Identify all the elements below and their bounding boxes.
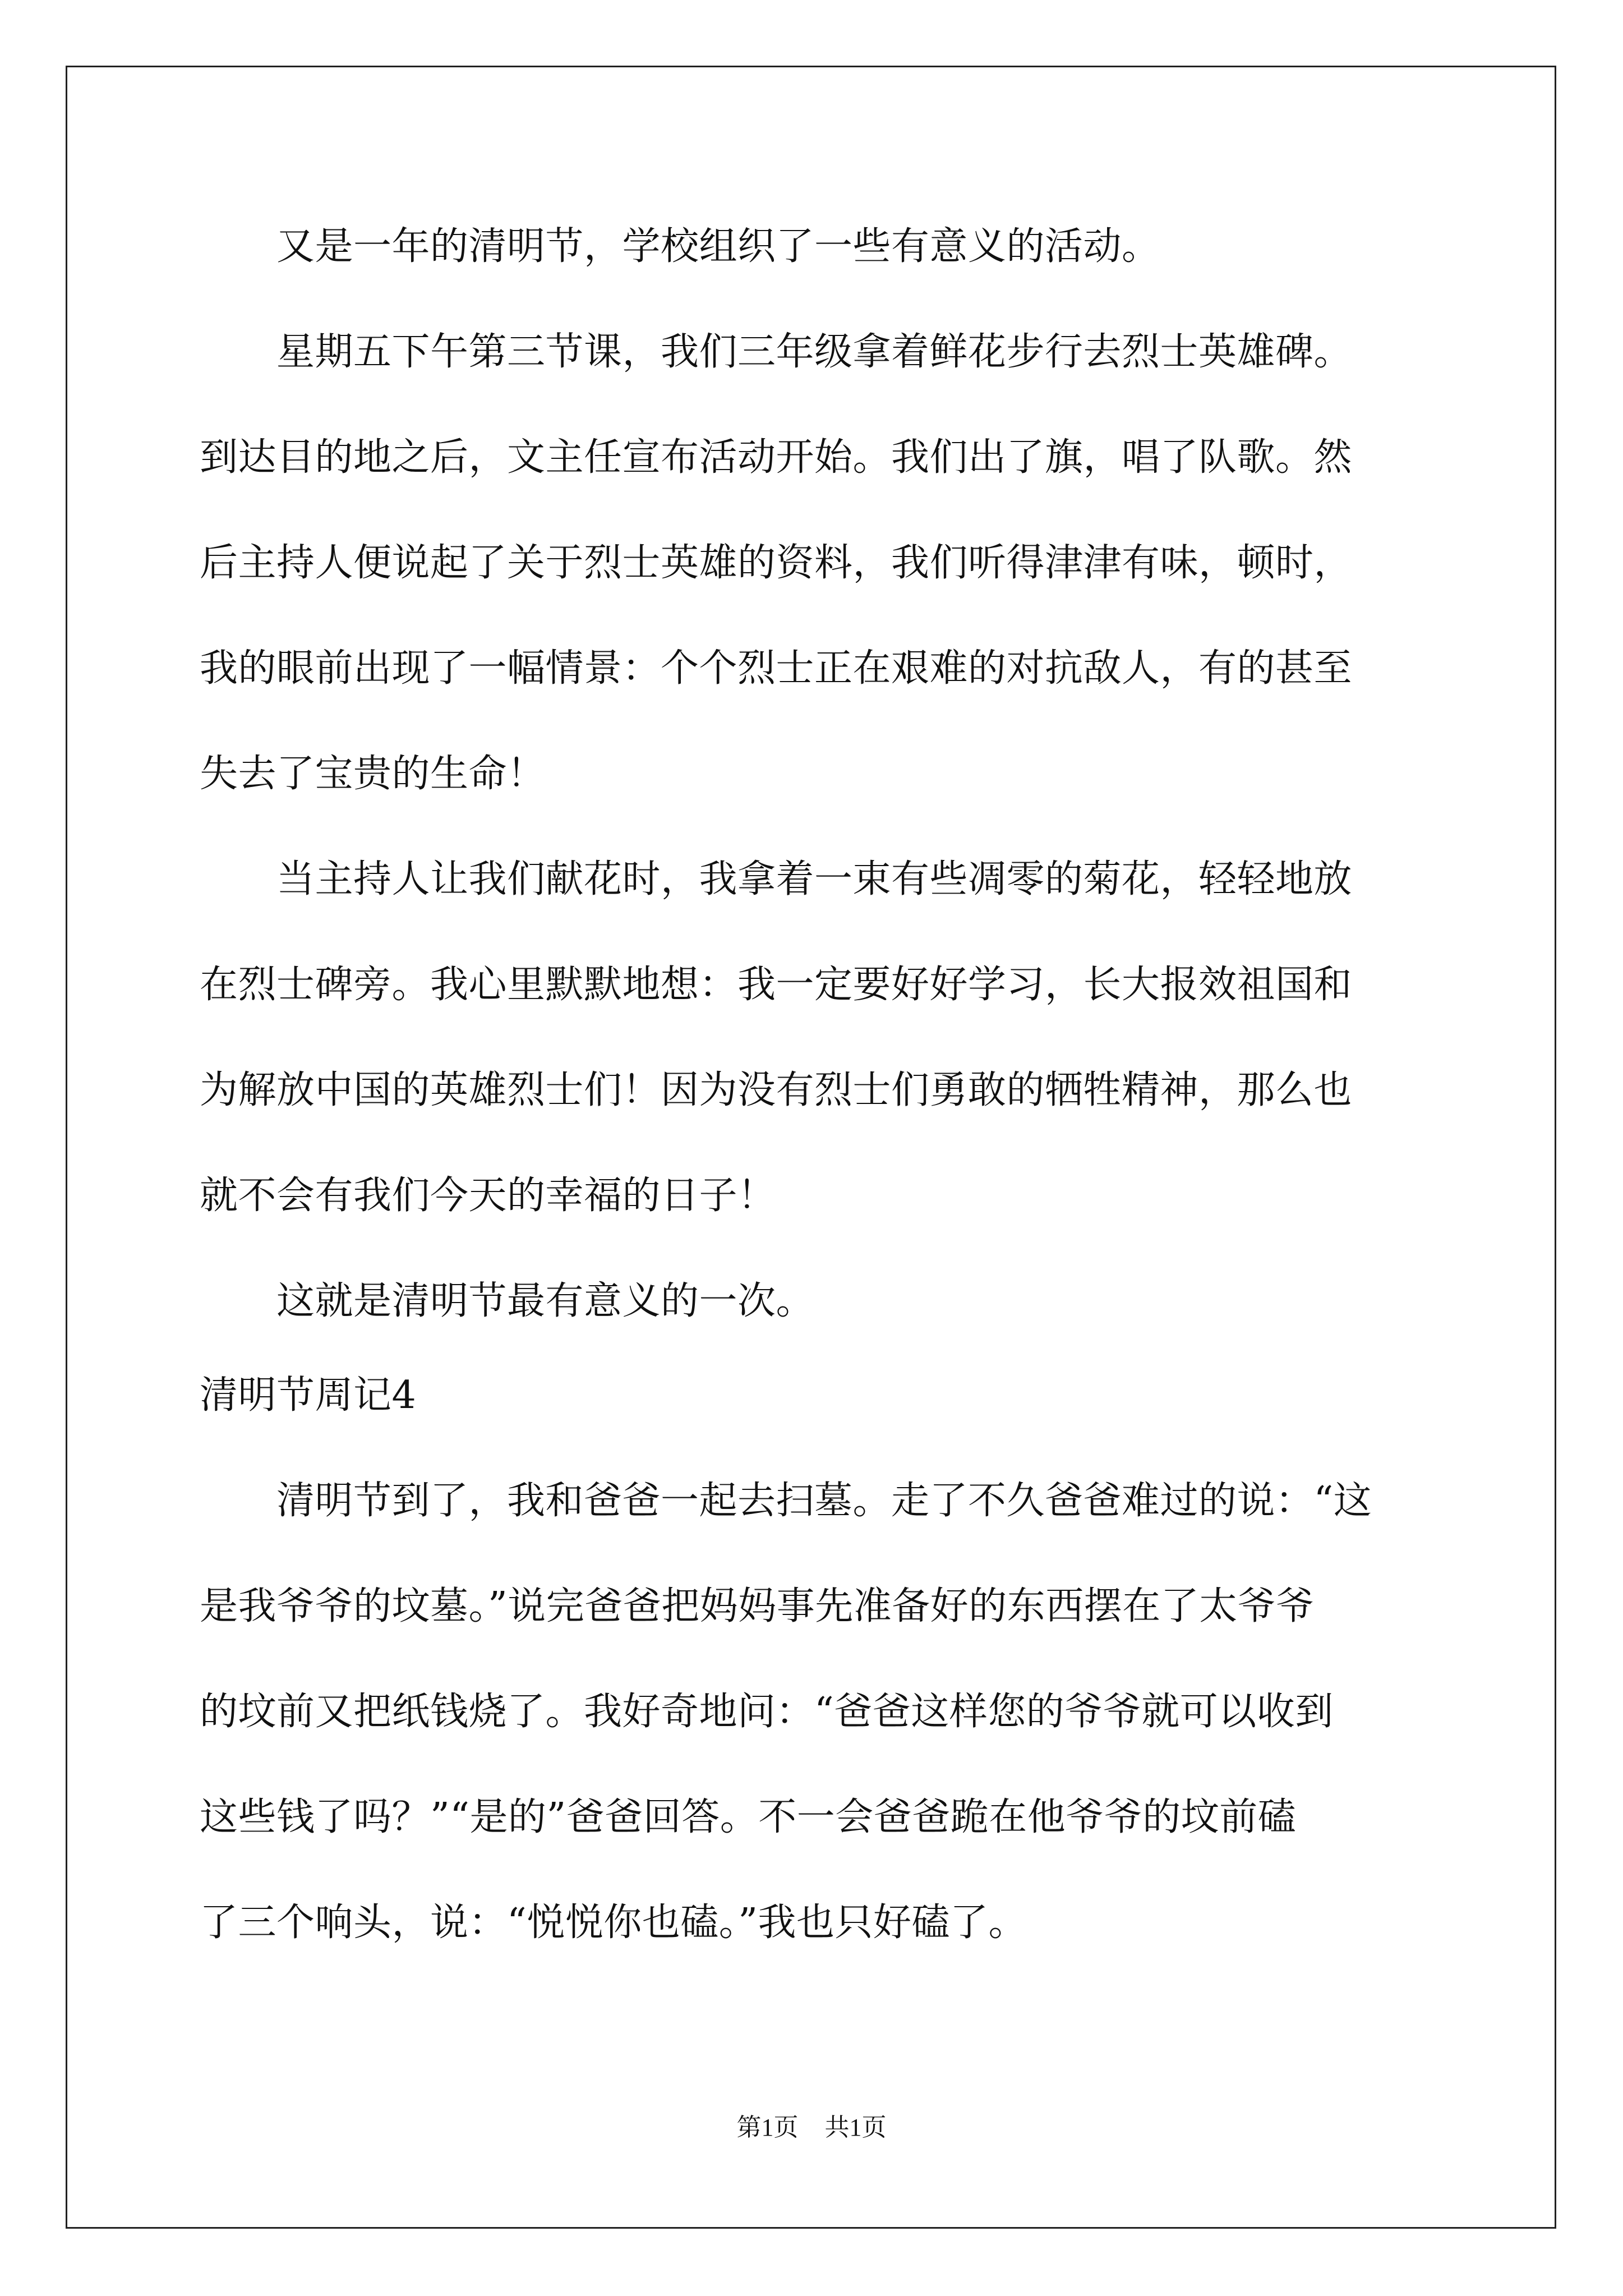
paragraph-line: 星期五下午第三节课，我们三年级拿着鲜花步行去烈士英雄碑。 xyxy=(200,330,1353,374)
page-number: 第1页 xyxy=(736,2114,799,2141)
paragraph-line: 我的眼前出现了一幅情景：个个烈士正在艰难的对抗敌人，有的甚至 xyxy=(200,646,1353,691)
paragraph-line: 到达目的地之后，文主任宣布活动开始。我们出了旗，唱了队歌。然 xyxy=(200,435,1353,480)
paragraph-line: 当主持人让我们献花时，我拿着一束有些凋零的菊花，轻轻地放 xyxy=(200,857,1353,901)
section-heading: 清明节周记4 xyxy=(200,1373,417,1418)
paragraph-line: 在烈士碑旁。我心里默默地想：我一定要好好学习，长大报效祖国和 xyxy=(200,963,1353,1007)
paragraph-line: 就不会有我们今天的幸福的日子！ xyxy=(200,1174,776,1218)
paragraph-line: 这些钱了吗？”“是的”爸爸回答。不一会爸爸跪在他爷爷的坟前磕 xyxy=(200,1795,1297,1839)
paragraph-line: 清明节到了，我和爸爸一起去扫墓。走了不久爸爸难过的说：“这 xyxy=(200,1479,1372,1523)
paragraph-line: 失去了宝贵的生命！ xyxy=(200,752,546,796)
paragraph-line: 的坟前又把纸钱烧了。我好奇地问：“爸爸这样您的爷爷就可以收到 xyxy=(200,1690,1334,1734)
page-total: 共1页 xyxy=(824,2114,887,2141)
paragraph-line: 这就是清明节最有意义的一次。 xyxy=(200,1279,815,1323)
paragraph-line: 是我爷爷的坟墓。”说完爸爸把妈妈事先准备好的东西摆在了太爷爷 xyxy=(200,1584,1315,1628)
page-footer xyxy=(0,2112,1623,2143)
paragraph-line: 为解放中国的英雄烈士们！因为没有烈士们勇敢的牺牲精神，那么也 xyxy=(200,1068,1353,1112)
paragraph-line: 了三个响头，说：“悦悦你也磕。”我也只好磕了。 xyxy=(200,1901,1027,1945)
paragraph-line: 又是一年的清明节，学校组织了一些有意义的活动。 xyxy=(200,224,1160,269)
paragraph-line: 后主持人便说起了关于烈士英雄的资料，我们听得津津有味，顿时， xyxy=(200,541,1353,585)
